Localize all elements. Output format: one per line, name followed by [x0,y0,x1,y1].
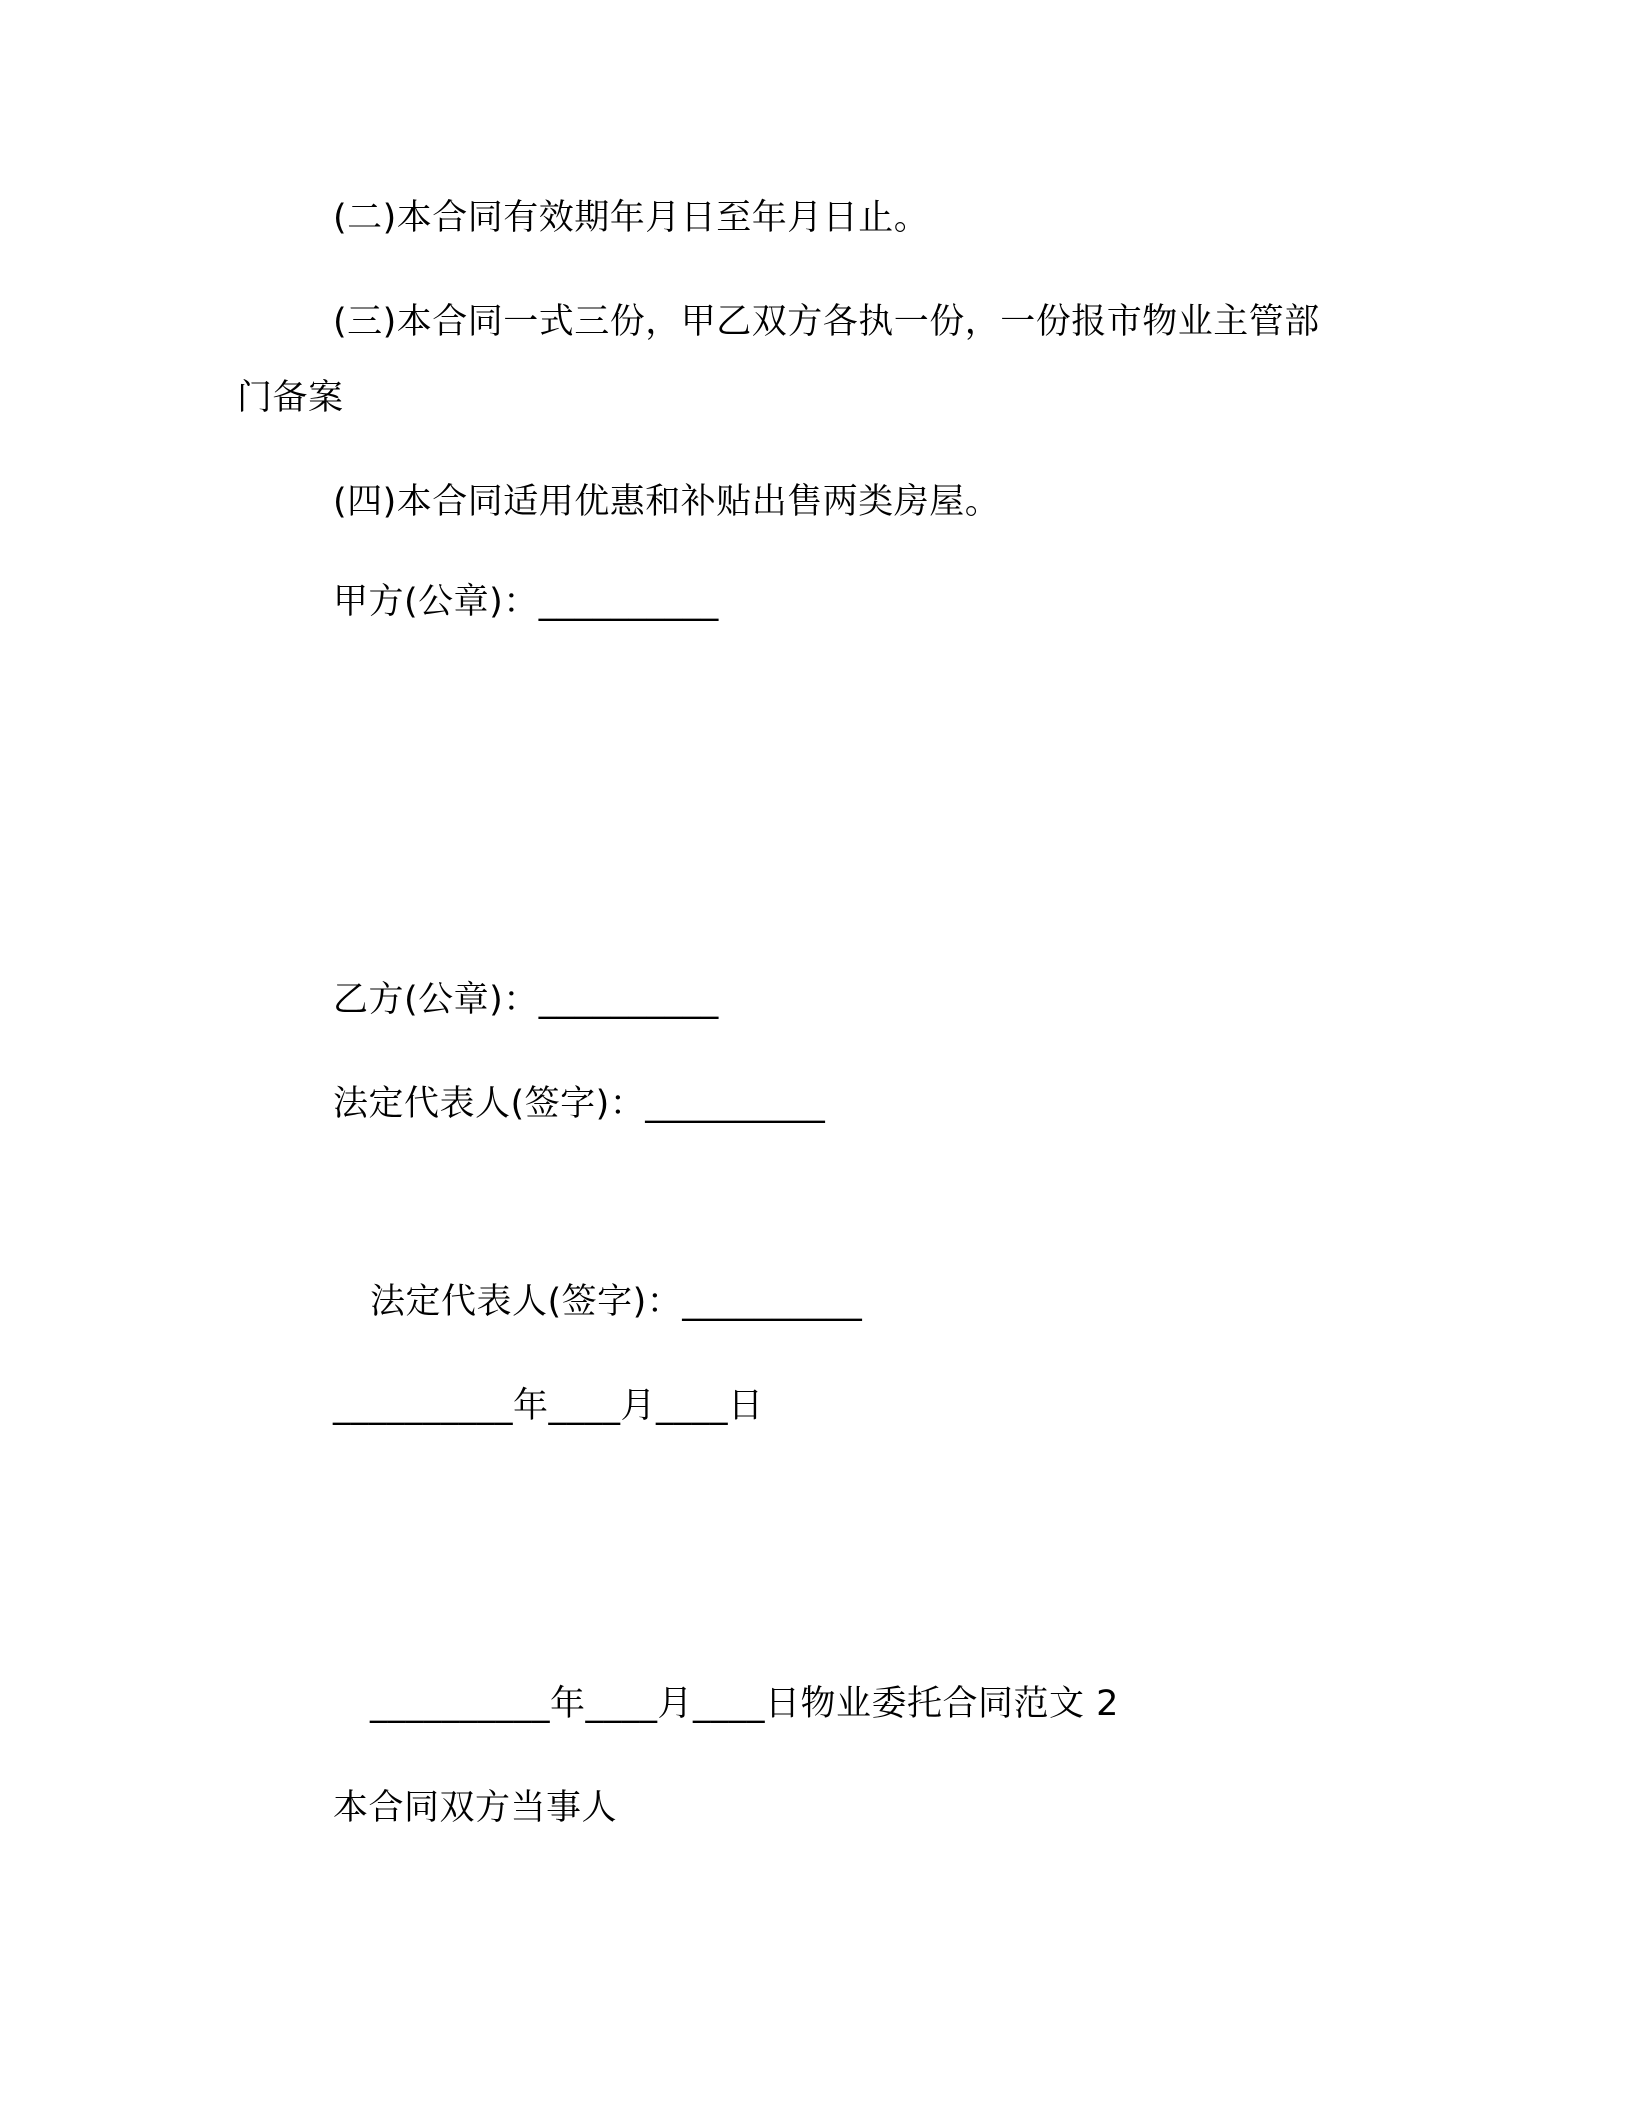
clause-4-applicability: (四)本合同适用优惠和补贴出售两类房屋。 [333,482,1001,522]
legal-rep-signature-field-1: 法定代表人(签字)：__________ [333,1084,826,1124]
parties-heading: 本合同双方当事人 [333,1788,618,1828]
party-a-seal-field: 甲方(公章)：__________ [333,582,719,622]
clause-3-copies-line-1: (三)本合同一式三份，甲乙双方各执一份，一份报市物业主管部 [333,302,1320,342]
clause-3-copies-line-2: 门备案 [237,378,344,418]
date-field-2-and-contract-title: __________年____月____日物业委托合同范文 2 [370,1684,1119,1724]
party-b-seal-field: 乙方(公章)：__________ [333,980,719,1020]
clause-2-validity: (二)本合同有效期年月日至年月日止。 [333,198,930,238]
date-field-1: __________年____月____日 [333,1386,764,1426]
legal-rep-signature-field-2: 法定代表人(签字)：__________ [370,1282,863,1322]
